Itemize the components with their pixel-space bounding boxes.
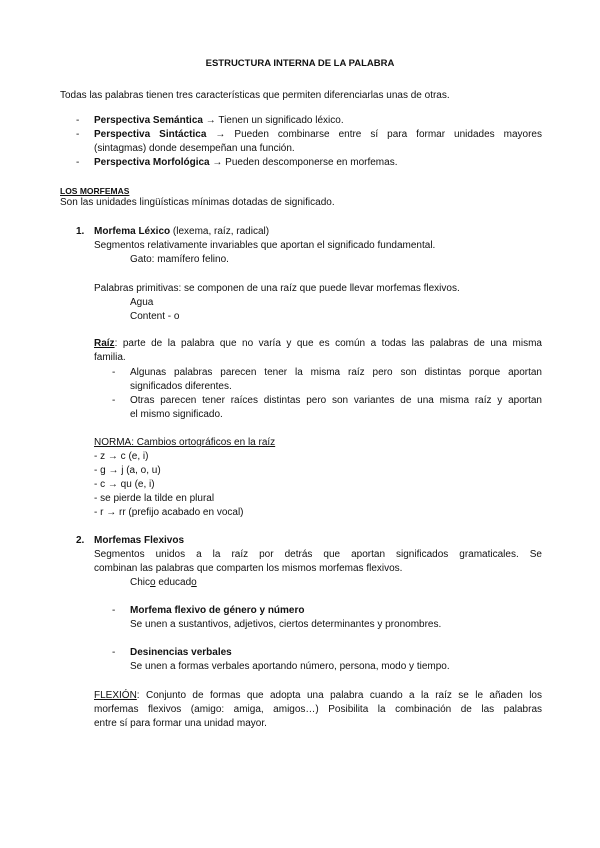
perspective-name: Perspectiva Sintáctica <box>94 129 207 140</box>
bullet-dash: - <box>76 115 80 126</box>
perspective-semantica <box>94 114 344 128</box>
flexion-definition-cont: morfemas flexivos (amigo: amiga, amigos…) Posibilita la combinación de las palabras <box>94 704 542 715</box>
arrow: → <box>206 129 235 140</box>
flexivos-description: Segmentos unidos a la raíz por detrás que aportan significados gramaticales. Se <box>94 549 542 560</box>
perspective-sintactica <box>94 128 542 142</box>
bullet-dash: - <box>112 367 116 378</box>
flexivo-genero-numero-title: Morfema flexivo de género y número <box>130 605 305 616</box>
bullet-dash: - <box>112 647 116 658</box>
section-heading-morfemas: LOS MORFEMAS <box>60 186 130 196</box>
arrow: → <box>209 157 226 168</box>
example-word-root: Chic <box>130 577 151 588</box>
primitiva-example: Agua <box>130 297 154 308</box>
norma-rule: - g → j (a, o, u) <box>94 465 161 476</box>
norma-rule: - c → qu (e, i) <box>94 479 155 490</box>
lexico-paren: (lexema, raíz, radical) <box>170 226 270 237</box>
morfemas-definition: Son las unidades lingüísticas mínimas dotadas de significado. <box>60 197 335 208</box>
flexivos-description-cont: combinan las palabras que comparten los mismos morfemas flexivos. <box>94 563 403 574</box>
arrow: → <box>202 115 219 126</box>
lexico-description: Segmentos relativamente invariables que aportan el significado fundamental. <box>94 240 436 251</box>
raiz-text: : parte de la palabra que no varía y que es común a todas las palabras de una misma <box>114 338 542 349</box>
intro-paragraph: Todas las palabras tienen tres características que permiten diferenciarlas unas de otras. <box>60 90 450 101</box>
raiz-bullet-2-cont: el mismo significado. <box>130 409 223 420</box>
raiz-label: Raíz <box>94 338 115 349</box>
primitiva-example: Content - o <box>130 311 180 322</box>
desinencias-verbales-desc: Se unen a formas verbales aportando número, persona, modo y tiempo. <box>130 661 450 672</box>
raiz-definition <box>94 337 542 351</box>
desinencias-verbales-title: Desinencias verbales <box>130 647 232 658</box>
lexico-heading <box>94 225 269 239</box>
raiz-bullet-1-cont: significados diferentes. <box>130 381 232 392</box>
flexion-label: FLEXIÓN <box>94 690 137 701</box>
list-number: 2. <box>76 535 85 546</box>
example-word-suffix: o <box>150 577 156 588</box>
perspective-name: Perspectiva Semántica <box>94 115 203 126</box>
raiz-bullet-2: Otras parecen tener raíces distintas pero son variantes de una misma raíz y aportan <box>130 395 542 406</box>
perspective-text: Pueden combinarse entre sí para formar unidades mayores <box>234 129 542 140</box>
list-number: 1. <box>76 226 85 237</box>
example-word-root: educad <box>155 577 192 588</box>
perspective-morfologica <box>94 156 397 170</box>
perspective-text: Pueden descomponerse en morfemas. <box>225 157 398 168</box>
lexico-title: Morfema Léxico <box>94 226 171 237</box>
norma-rule: - z → c (e, i) <box>94 451 149 462</box>
flexivo-genero-numero-desc: Se unen a sustantivos, adjetivos, ciertos determinantes y pronombres. <box>130 619 442 630</box>
bullet-dash: - <box>76 129 80 140</box>
example-word-suffix: o <box>191 577 197 588</box>
flexion-definition-end: entre sí para formar una unidad mayor. <box>94 718 267 729</box>
flexivos-example <box>130 576 197 590</box>
bullet-dash: - <box>112 395 116 406</box>
norma-heading: NORMA: Cambios ortográficos en la raíz <box>94 437 276 448</box>
norma-rule: - r → rr (prefijo acabado en vocal) <box>94 507 244 518</box>
lexico-example: Gato: mamífero felino. <box>130 254 229 265</box>
perspective-sintactica-cont: (sintagmas) donde desempeñan una función. <box>94 143 295 154</box>
perspective-name: Perspectiva Morfológica <box>94 157 210 168</box>
page-title: ESTRUCTURA INTERNA DE LA PALABRA <box>205 58 395 69</box>
flexion-definition <box>94 689 542 703</box>
flexion-text: : Conjunto de formas que adopta una palabra cuando a la raíz se le añaden los <box>136 690 542 701</box>
bullet-dash: - <box>112 605 116 616</box>
bullet-dash: - <box>76 157 80 168</box>
palabras-primitivas: Palabras primitivas: se componen de una raíz que puede llevar morfemas flexivos. <box>94 283 460 294</box>
raiz-definition-cont: familia. <box>94 352 126 363</box>
flexivos-title: Morfemas Flexivos <box>94 535 185 546</box>
perspective-text: Tienen un significado léxico. <box>218 115 344 126</box>
norma-rule: - se pierde la tilde en plural <box>94 493 215 504</box>
raiz-bullet-1: Algunas palabras parecen tener la misma raíz pero son distintas porque aportan <box>130 367 542 378</box>
